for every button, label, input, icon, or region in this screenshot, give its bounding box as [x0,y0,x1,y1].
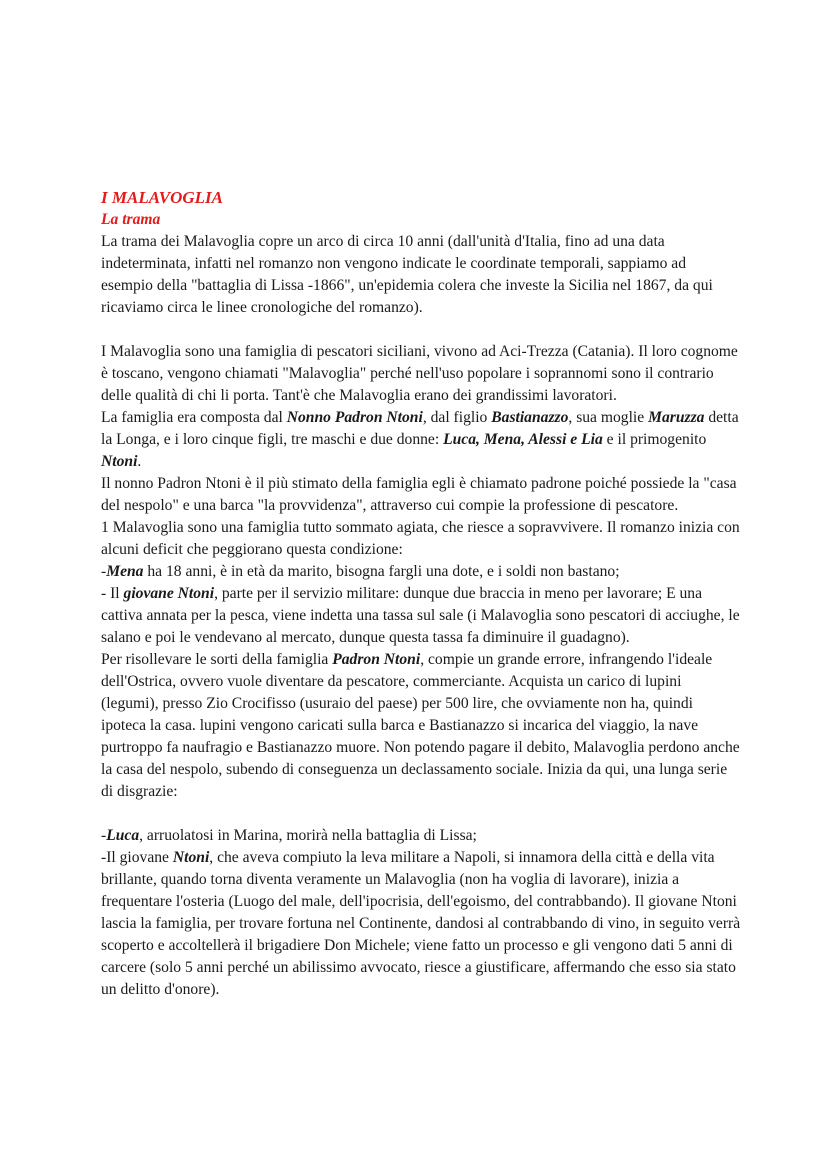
paragraph-family-origin: I Malavoglia sono una famiglia di pescatori siciliani, vivono ad Aci-Trezza (Catania). Il loro cognome è toscano, vengono chiamati "Malavoglia" perché nell'uso popolare i soprannomi sono il contrario delle qualità di chi li porta. Tant'è che Malavoglia erano dei grandissimi lavoratori. [101,343,738,404]
paragraph-intro: La trama dei Malavoglia copre un arco di circa 10 anni (dall'unità d'Italia, fino ad una data indeterminata, infatti nel romanzo non vengono indicate le coordinate temporali, sappiamo ad esempio della "battaglia di Lissa -1866", un'epidemia colera che investe la Sicilia nel 1867, da qui ricaviamo circa le linee cronologiche del romanzo). [101,233,713,316]
list-item-ntoni: -Il giovane Ntoni, che aveva compiuto la leva militare a Napoli, si innamora della città e della vita brillante, quando torna diventa veramente un Malavoglia (non ha voglia di lavorare), inizia a frequentare l'osteria (Luogo del male, dell'ipocrisia, dell'egoismo, del contrabbando). Il giovane Ntoni lascia la famiglia, per trovare fortuna nel Continente, dandosi al contrabbando di vino, in seguito verrà scoperto e accoltellerà il brigadiere Don Michele; viene fatto un processo e gli vengono dati 5 anni di carcere (solo 5 anni perché un abilissimo avvocato, riesce a giustificare, affermando che esso sia stato un delitto d'onore). [101,849,741,998]
paragraph-gap [101,803,741,825]
list-item-giovane-ntoni: - Il giovane Ntoni, parte per il servizio militare: dunque due braccia in meno per lavorare; E una cattiva annata per la pesca, viene indetta una tassa sul sale (i Malavoglia sono pescatori di acciughe, le salano e poi le vendevano al mercato, dunque questa tassa fa diminuire il guadagno). [101,585,740,646]
document-page [101,187,741,1001]
section-heading: La trama [101,211,161,228]
document-title: I MALAVOGLIA [101,188,224,207]
paragraph-condition: 1 Malavoglia sono una famiglia tutto sommato agiata, che riesce a sopravvivere. Il romanzo inizia con alcuni deficit che peggiorano questa condizione: [101,519,740,558]
paragraph-gap [101,319,741,341]
paragraph-padron-ntoni: Il nonno Padron Ntoni è il più stimato della famiglia egli è chiamato padrone poiché possiede la "casa del nespolo" e una barca "la provvidenza", attraverso cui compie la professione di pescatore. [101,475,737,514]
paragraph-lupini: Per risollevare le sorti della famiglia Padron Ntoni, compie un grande errore, infrangendo l'ideale dell'Ostrica, ovvero vuole diventare da pescatore, commerciante. Acquista un carico di lupini (legumi), presso Zio Crocifisso (usuraio del paese) per 500 lire, che ovviamente non ha, quindi ipoteca la casa. lupini vengono caricati sulla barca e Bastianazzo si incarica del viaggio, la nave purtroppo fa naufragio e Bastianazzo muore. Non potendo pagare il debito, Malavoglia perdono anche la casa del nespolo, subendo di conseguenza un declassamento sociale. Inizia da qui, una lunga serie di disgrazie: [101,651,740,800]
list-item-luca: -Luca, arruolatosi in Marina, morirà nella battaglia di Lissa; [101,827,477,844]
list-item-mena: -Mena ha 18 anni, è in età da marito, bisogna fargli una dote, e i soldi non bastano; [101,563,620,580]
paragraph-family-members: La famiglia era composta dal Nonno Padron Ntoni, dal figlio Bastianazzo, sua moglie Maruzza detta la Longa, e i loro cinque figli, tre maschi e due donne: Luca, Mena, Alessi e Lia e il primogenito Ntoni. [101,409,739,470]
